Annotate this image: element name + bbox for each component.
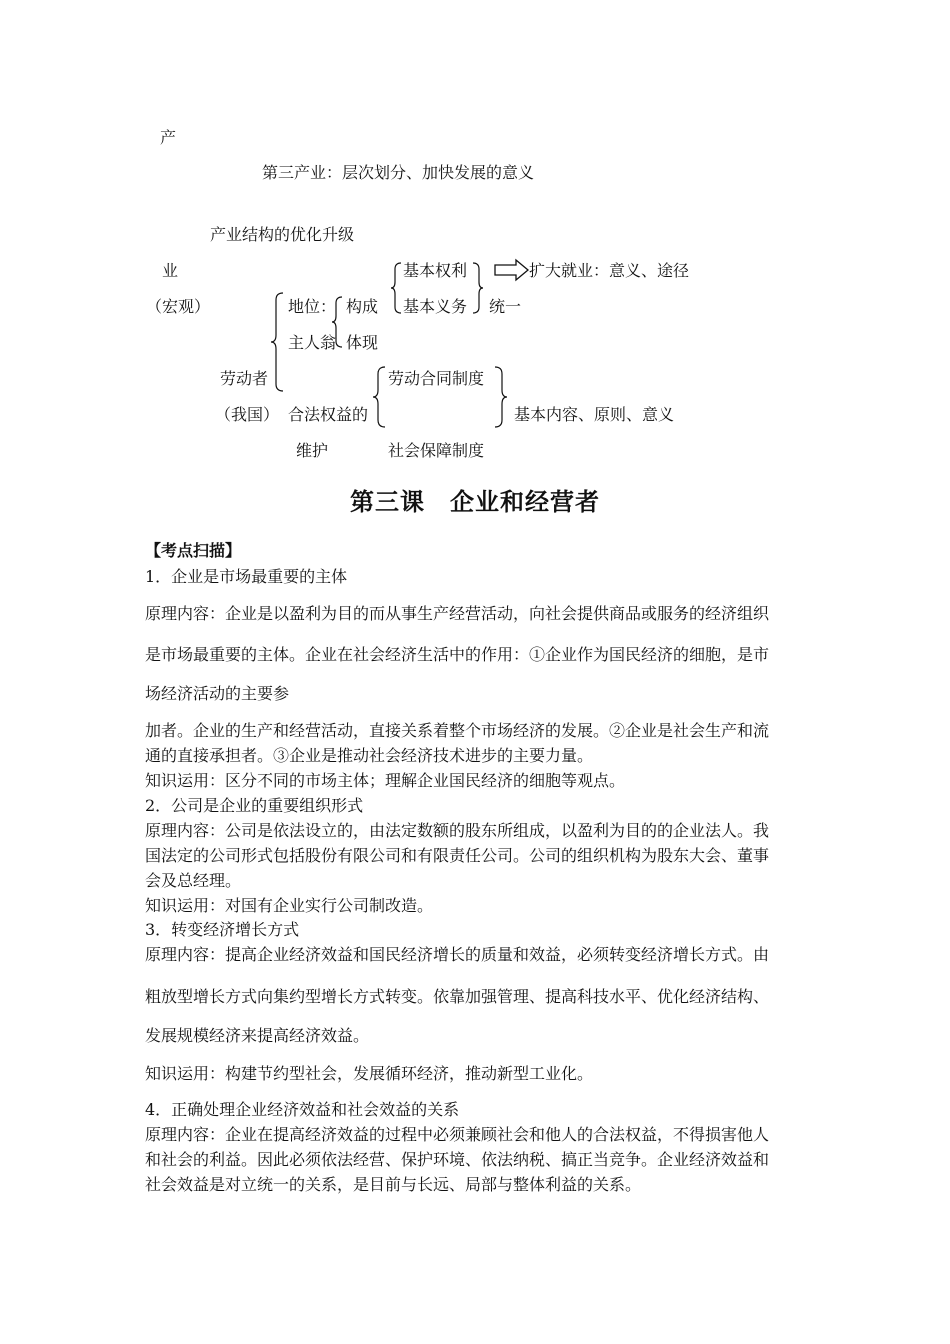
diagram-china: （我国） — [215, 405, 280, 424]
diagram-optimize: 产业结构的优化升级 — [210, 225, 355, 244]
point-1-line-2: 是市场最重要的主体。企业在社会经济生活中的作用：①企业作为国民经济的细胞，是市 — [145, 645, 770, 664]
diagram-worker: 劳动者 — [220, 369, 269, 388]
section-heading: 【考点扫描】 — [145, 541, 242, 560]
diagram-employment: 扩大就业：意义、途径 — [529, 261, 690, 280]
lesson-title: 第三课 企业和经营者 — [350, 487, 600, 516]
left-brace-system — [372, 366, 386, 428]
point-1-line-5: 通的直接承担者。③企业是推动社会经济技术进步的主要力量。 — [145, 746, 594, 765]
diagram-master: 主人翁 — [288, 333, 337, 352]
point-3-line-2: 粗放型增长方式向集约型增长方式转变。依靠加强管理、提高科技水平、优化经济结构、 — [145, 987, 770, 1006]
point-2-line-1: 原理内容：公司是依法设立的，由法定数额的股东所组成，以盈利为目的的企业法人。我 — [145, 821, 770, 840]
left-brace-rights — [390, 262, 402, 314]
diagram-legal-rights: 合法权益的 — [288, 405, 369, 424]
diagram-embody: 体现 — [346, 333, 379, 352]
diagram-labor-contract: 劳动合同制度 — [388, 369, 485, 388]
right-brace-rights — [472, 262, 484, 314]
left-brace-constitute — [331, 296, 343, 348]
diagram-basic-duties: 基本义务 — [403, 297, 468, 316]
diagram-social-security: 社会保障制度 — [388, 441, 485, 460]
point-4-line-1: 原理内容：企业在提高经济效益的过程中必须兼顾社会和他人的合法权益，不得损害他人 — [145, 1125, 770, 1144]
point-4-line-3: 社会效益是对立统一的关系，是目前与长远、局部与整体利益的关系。 — [145, 1175, 642, 1194]
diagram-basic-rights: 基本权利 — [403, 261, 468, 280]
diagram-maintain: 维护 — [296, 441, 329, 460]
hollow-arrow-icon — [494, 258, 530, 282]
point-1-usage: 知识运用：区分不同的市场主体；理解企业国民经济的细胞等观点。 — [145, 771, 626, 790]
left-brace-worker — [270, 292, 284, 392]
point-1-line-3: 场经济活动的主要参 — [145, 684, 290, 703]
diagram-unity: 统一 — [489, 297, 522, 316]
point-1-line-4: 加者。企业的生产和经营活动，直接关系着整个市场经济的发展。②企业是社会生产和流 — [145, 721, 770, 740]
point-2-title: 2．公司是企业的重要组织形式 — [145, 796, 364, 815]
point-3-line-1: 原理内容：提高企业经济效益和国民经济增长的质量和效益，必须转变经济增长方式。由 — [145, 945, 770, 964]
point-2-usage: 知识运用：对国有企业实行公司制改造。 — [145, 896, 434, 915]
point-2-line-3: 会及总经理。 — [145, 871, 242, 890]
point-1-line-1: 原理内容：企业是以盈利为目的而从事生产经营活动，向社会提供商品或服务的经济组织 — [145, 604, 770, 623]
diagram-macro: （宏观） — [146, 297, 211, 316]
diagram-constitute: 构成 — [346, 297, 379, 316]
diagram-status: 地位： — [288, 297, 337, 316]
right-brace-system — [494, 366, 508, 428]
diagram-ye: 业 — [162, 261, 179, 280]
point-3-line-3: 发展规模经济来提高经济效益。 — [145, 1026, 370, 1045]
point-4-title: 4．正确处理企业经济效益和社会效益的关系 — [145, 1100, 460, 1119]
point-1-title: 1．企业是市场最重要的主体 — [145, 567, 348, 586]
point-3-title: 3．转变经济增长方式 — [145, 920, 300, 939]
diagram-chan: 产 — [160, 128, 177, 147]
point-4-line-2: 和社会的利益。因此必须依法经营、保护环境、依法纳税、搞正当竞争。企业经济效益和 — [145, 1150, 770, 1169]
point-2-line-2: 国法定的公司形式包括股份有限公司和有限责任公司。公司的组织机构为股东大会、董事 — [145, 846, 770, 865]
point-3-usage: 知识运用：构建节约型社会，发展循环经济，推动新型工业化。 — [145, 1064, 594, 1083]
diagram-basic-content: 基本内容、原则、意义 — [514, 405, 675, 424]
diagram-tertiary: 第三产业：层次划分、加快发展的意义 — [262, 163, 535, 182]
